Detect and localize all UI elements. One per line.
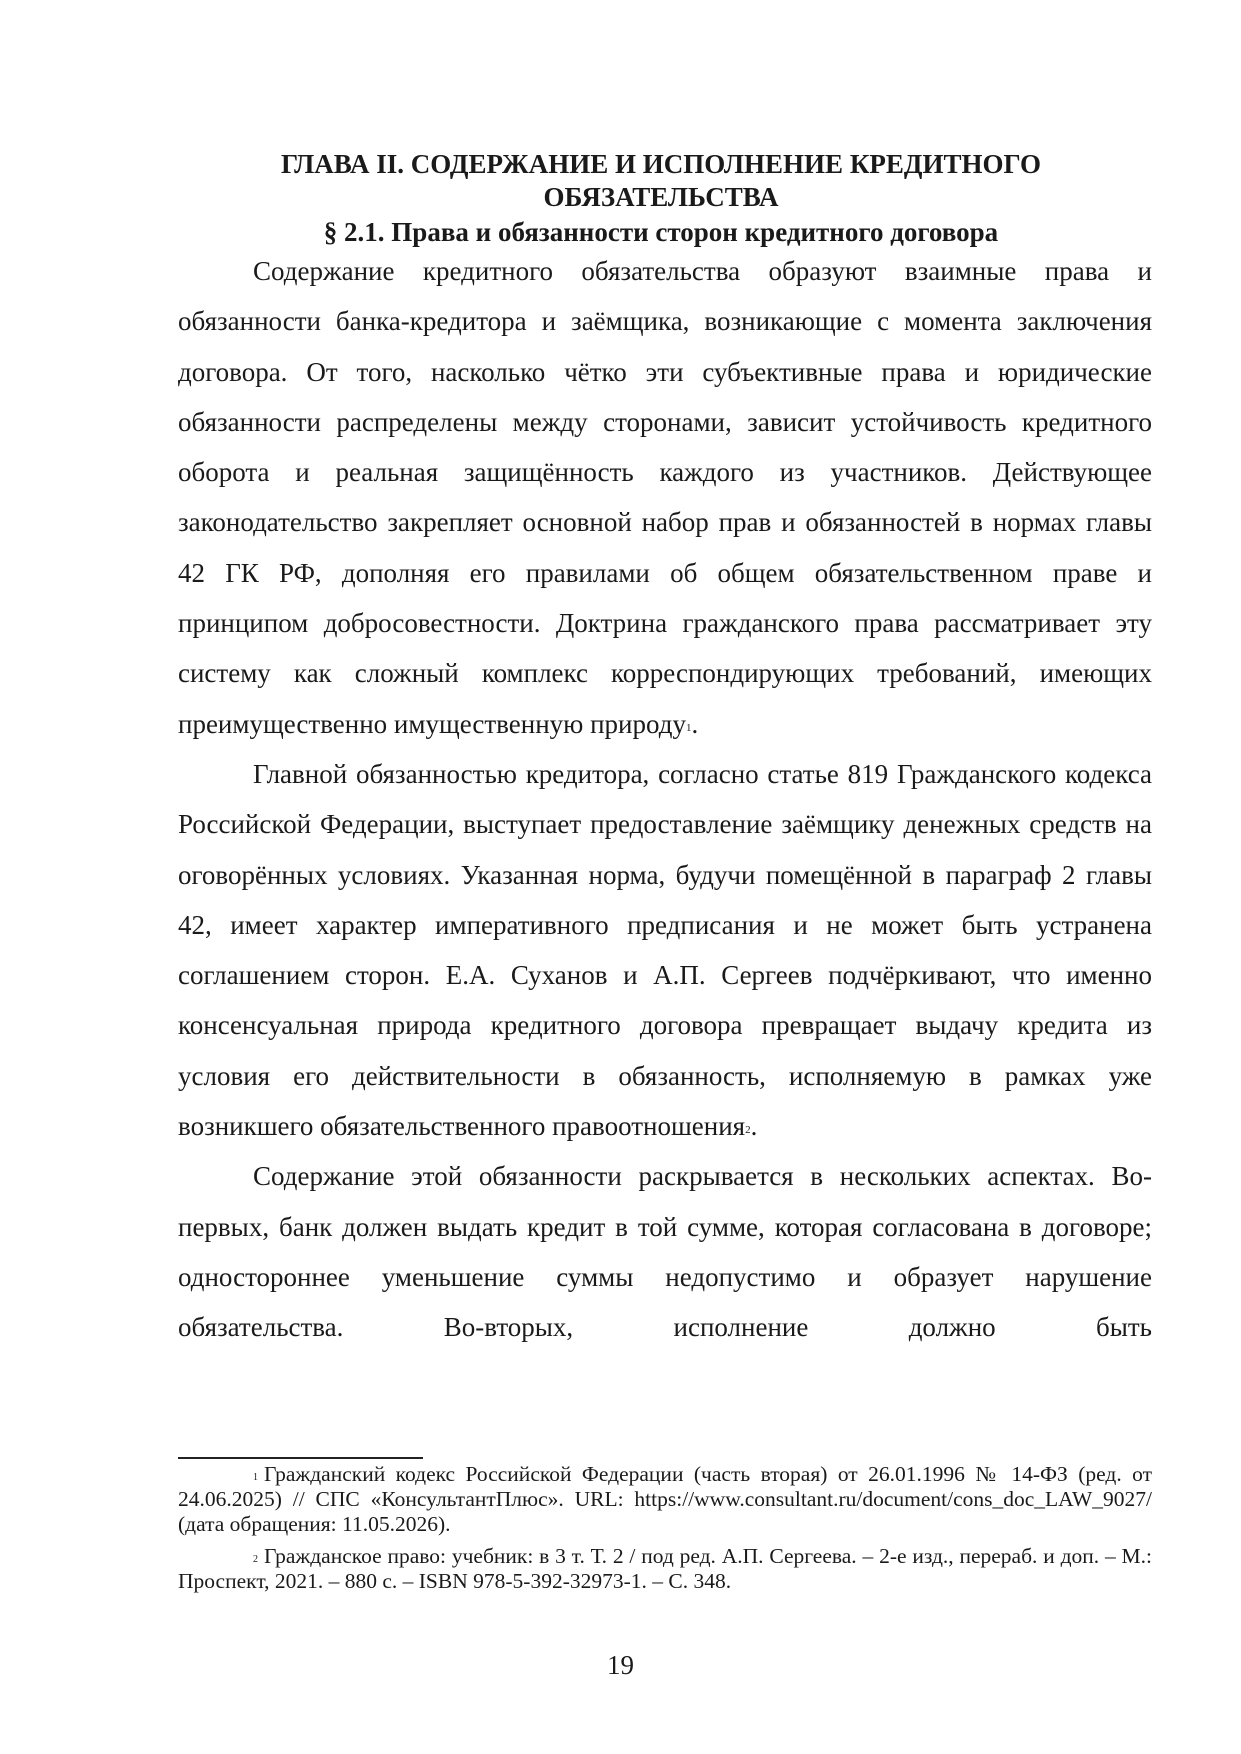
footnote-mark: 2 bbox=[253, 1554, 258, 1565]
paragraph: Главной обязанностью кредитора, согласно статье 819 Гражданского кодекса Российской Федерации, выступает предоставление заёмщику денежных средств на оговорённых условиях. Указанная норма, будучи помещённой в параграф 2 главы 42, имеет характер императивного предписания и не может быть устранена соглашением сторон. Е.А. Суханов и А.П. Сергеев подчёркивают, что именно консенсуальная природа кредитного договора превращает выдачу кредита из условия его действительности в обязанность, исполняемую в рамках уже возникшего обязательственного правоотношения$^2$. bbox=[178, 758, 1152, 1142]
page-number: 19 bbox=[607, 1650, 634, 1680]
footnote: $^2$ Гражданское право: учебник: в 3 т. Т. 2 / под ред. А.П. Сергеева. – 2-е изд., перераб. и доп. – М.: Проспект, 2021. – 880 с. – ISBN 978-5-392-32973-1. – С. 348. bbox=[178, 1544, 1152, 1593]
chapter-title: ГЛАВА II. СОДЕРЖАНИЕ И ИСПОЛНЕНИЕ КРЕДИТНОГО ОБЯЗАТЕЛЬСТВА bbox=[280, 149, 1041, 212]
footnote-mark: 1 bbox=[253, 1472, 258, 1483]
paragraph: Содержание кредитного обязательства образуют взаимные права и обязанности банка-кредитора и заёмщика, возникающие с момента заключения договора. От того, насколько чётко эти субъективные права и юридические обязанности распределены между сторонами, зависит устойчивость кредитного оборота и реальная защищённость каждого из участников. Действующее законодательство закрепляет основной набор прав и обязанностей в нормах главы 42 ГК РФ, дополняя его правилами об общем обязательственном праве и принципом добросовестности. Доктрина гражданского права рассматривает эту систему как сложный комплекс корреспондирующих требований, имеющих преимущественно имущественную природу$^1$. bbox=[178, 256, 1152, 739]
paragraph: Содержание этой обязанности раскрывается в нескольких аспектах. Во-первых, банк должен выдать кредит в той сумме, которая согласована в договоре; одностороннее уменьшение суммы недопустимо и образует нарушение обязательства. Во-вторых, исполнение должно быть bbox=[178, 1161, 1152, 1343]
footnotes bbox=[178, 1462, 1152, 1594]
footnote-ref[interactable]: 2 bbox=[745, 1124, 751, 1137]
section-title: § 2.1. Права и обязанности сторон кредитного договора bbox=[323, 217, 999, 247]
footnote-separator bbox=[178, 1457, 423, 1459]
body-text bbox=[178, 246, 1152, 1353]
footnote: $^1$ Гражданский кодекс Российской Федерации (часть вторая) от 26.01.1996 № 14-ФЗ (ред. от 24.06.2025) // СПС «КонсультантПлюс». URL: https://www.consultant.ru/document/cons_doc_LAW_9027/ (дата обращения: 11.05.2026). bbox=[178, 1462, 1152, 1536]
footnote-ref[interactable]: 1 bbox=[685, 721, 692, 734]
